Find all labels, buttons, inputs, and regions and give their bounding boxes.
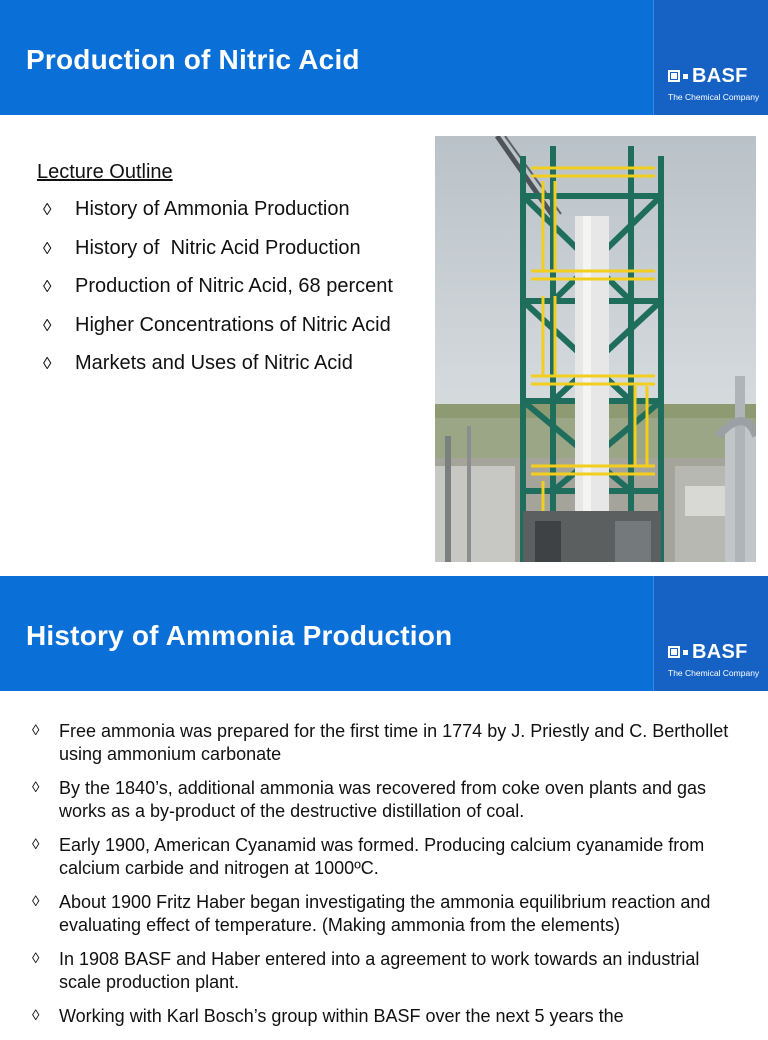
bullet-text: Working with Karl Bosch’s group within BASF over the next 5 years the — [59, 1006, 624, 1026]
slide-header — [0, 0, 768, 115]
basf-dot-icon — [683, 650, 688, 655]
bullet-list — [32, 720, 742, 1040]
diamond-bullet-icon: ◊ — [43, 200, 52, 219]
diamond-bullet-icon: ◊ — [32, 722, 40, 739]
basf-square-icon — [668, 70, 680, 82]
outline-item — [43, 352, 393, 391]
bullet-text: In 1908 BASF and Haber entered into a agreement to work towards an industrial scale production plant. — [59, 949, 700, 992]
basf-tagline: The Chemical Company — [668, 668, 760, 678]
basf-dot-icon — [683, 74, 688, 79]
bullet-item — [32, 777, 742, 822]
bullet-item — [32, 834, 742, 879]
slide-title: History of Ammonia Production — [26, 620, 453, 651]
slide-title: Production of Nitric Acid — [26, 44, 360, 75]
outline-heading: Lecture Outline — [37, 161, 173, 183]
basf-square-icon — [668, 646, 680, 658]
basf-logo-mark — [668, 640, 748, 663]
bullet-item — [32, 891, 742, 936]
bullet-text: Free ammonia was prepared for the first time in 1774 by J. Priestly and C. Berthollet using ammonium carbonate — [59, 721, 729, 764]
diamond-bullet-icon: ◊ — [43, 315, 52, 335]
diamond-bullet-icon: ◊ — [32, 1007, 40, 1024]
outline-item — [43, 198, 393, 237]
outline-item — [43, 237, 393, 276]
basf-wordmark: BASF — [692, 64, 748, 87]
diamond-bullet-icon: ◊ — [32, 893, 40, 910]
outline-item-text: History of Nitric Acid Production — [75, 236, 361, 259]
basf-logo — [653, 0, 768, 115]
bullet-text: By the 1840’s, additional ammonia was recovered from coke oven plants and gas works as a by-product of the destructive distillation of coal. — [59, 778, 707, 821]
nitric-acid-plant-photo — [435, 136, 756, 562]
bullet-text: Early 1900, American Cyanamid was formed. Producing calcium cyanamide from calcium carbide and nitrogen at 1000ºC. — [59, 835, 705, 878]
slide-history-of-ammonia-production — [0, 576, 768, 1024]
diamond-bullet-icon: ◊ — [43, 277, 52, 296]
basf-logo-mark — [668, 64, 748, 87]
outline-item-text: Production of Nitric Acid, 68 percent — [75, 275, 393, 297]
outline-item — [43, 314, 393, 353]
diamond-bullet-icon: ◊ — [32, 836, 40, 853]
diamond-bullet-icon: ◊ — [32, 950, 40, 967]
bullet-item — [32, 1005, 742, 1028]
outline-item-text: History of Ammonia Production — [75, 198, 350, 220]
bullet-text: About 1900 Fritz Haber began investigating the ammonia equilibrium reaction and evaluating effect of temperature. (Making ammonia from the elements) — [59, 892, 711, 935]
outline-item — [43, 275, 393, 314]
outline-item-text: Markets and Uses of Nitric Acid — [75, 352, 353, 374]
basf-logo — [653, 576, 768, 691]
diamond-bullet-icon: ◊ — [43, 354, 52, 373]
bullet-item — [32, 948, 742, 993]
slide-header — [0, 576, 768, 691]
basf-tagline: The Chemical Company — [668, 92, 760, 102]
bullet-item — [32, 720, 742, 765]
outline-list — [43, 198, 393, 391]
diamond-bullet-icon: ◊ — [32, 779, 40, 796]
outline-item-text: Higher Concentrations of Nitric Acid — [75, 313, 391, 336]
basf-wordmark: BASF — [692, 640, 748, 663]
diamond-bullet-icon: ◊ — [43, 238, 52, 258]
